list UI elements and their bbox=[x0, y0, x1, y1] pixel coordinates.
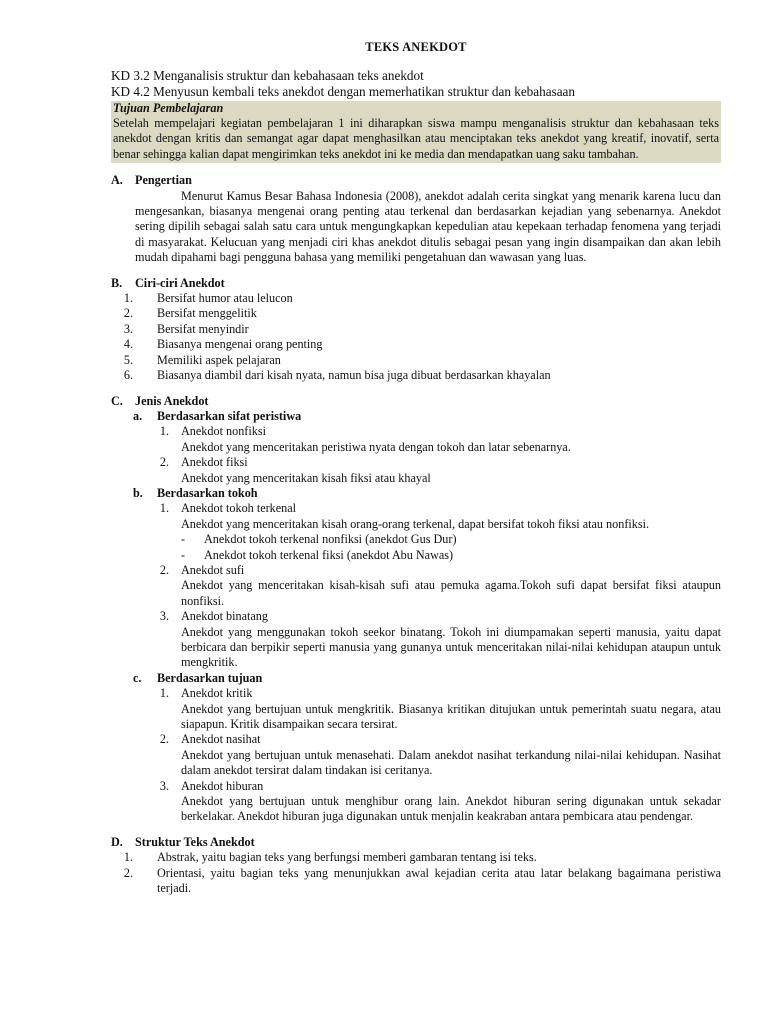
item-text: Bersifat menggelitik bbox=[157, 306, 257, 321]
item-description: Anekdot yang bertujuan untuk menghibur orang lain. Anekdot hiburan sering digunakan untuk sekadar berkelakar. Anekdot hiburan juga digunakan untuk menjalin keakraban antara pembicara atau pendengar. bbox=[181, 794, 721, 824]
item-description: Anekdot yang menceritakan peristiwa nyata dengan tokoh dan latar sebenarnya. bbox=[181, 439, 571, 454]
list-item bbox=[111, 866, 721, 897]
item-number: 5. bbox=[123, 352, 133, 367]
item-number: 2. bbox=[159, 455, 169, 470]
kd-3-2: KD 3.2 Menganalisis struktur dan kebahasaan teks anekdot bbox=[111, 68, 424, 84]
section-letter: C. bbox=[111, 393, 123, 408]
list-item: 2. Anekdot sufi bbox=[159, 562, 245, 577]
section-ciri-ciri bbox=[111, 276, 721, 384]
item-number: 6. bbox=[123, 368, 133, 383]
item-title: Anekdot nonfiksi bbox=[181, 424, 266, 439]
item-number: 1. bbox=[159, 424, 169, 439]
section-heading: Ciri-ciri Anekdot bbox=[135, 275, 225, 290]
item-title: Anekdot nasihat bbox=[181, 732, 261, 747]
list-item bbox=[157, 779, 721, 794]
dash-item: - Anekdot tokoh terkenal nonfiksi (anekdot Gus Dur) bbox=[181, 532, 457, 547]
kd-4-2: KD 4.2 Menyusun kembali teks anekdot dengan memerhatikan struktur dan kebahasaan bbox=[111, 84, 575, 99]
list-item bbox=[157, 732, 721, 747]
list-item bbox=[157, 686, 721, 701]
item-number: 1. bbox=[159, 686, 169, 701]
section-heading: Jenis Anekdot bbox=[135, 393, 209, 408]
item-text: Memiliki aspek pelajaran bbox=[157, 352, 281, 367]
item-description: Anekdot yang menceritakan kisah orang-orang terkenal, dapat bersifat tokoh fiksi atau nonfiksi. bbox=[181, 516, 650, 531]
item-description: Anekdot yang menceritakan kisah-kisah sufi atau pemuka agama.Tokoh sufi dapat bersifat fiksi ataupun nonfiksi. bbox=[181, 578, 721, 608]
item-number: 2. bbox=[123, 865, 133, 880]
section-struktur bbox=[111, 835, 721, 897]
item-number: 3. bbox=[159, 778, 169, 793]
subsection-heading: c. Berdasarkan tujuan bbox=[133, 670, 263, 685]
section-heading: Pengertian bbox=[135, 173, 192, 188]
section-letter: A. bbox=[111, 173, 123, 188]
subsection-heading: a. Berdasarkan sifat peristiwa bbox=[133, 408, 302, 423]
learning-goal-box bbox=[111, 101, 721, 164]
item-description: Anekdot yang bertujuan untuk menasehati. Dalam anekdot nasihat terkandung nilai-nilai kehidupan. Nasihat dalam anekdot tersirat dalam tindakan isi ceritanya. bbox=[181, 747, 721, 778]
item-text: Abstrak, yaitu bagian teks yang berfungsi memberi gambaran tentang isi teks. bbox=[157, 850, 537, 865]
item-title: Anekdot fiksi bbox=[181, 455, 248, 470]
item-number: 2. bbox=[159, 732, 169, 747]
item-number: 1. bbox=[123, 291, 133, 306]
list-item bbox=[157, 424, 721, 439]
item-text: Bersifat humor atau lelucon bbox=[157, 291, 293, 306]
item-text: Bersifat menyindir bbox=[157, 321, 249, 336]
section-heading: Struktur Teks Anekdot bbox=[135, 834, 255, 849]
list-item bbox=[111, 291, 721, 306]
list-item bbox=[111, 368, 721, 383]
subsection-heading: b. Berdasarkan tokoh bbox=[133, 485, 258, 500]
page-title: TEKS ANEKDOT bbox=[365, 40, 467, 54]
item-description: Anekdot yang menggunakan tokoh seekor binatang. Tokoh ini diumpamakan seperti manusia, yaitu dapat berbicara dan berpikir seperti manusia yang gunanya untuk menceritakan nilai-nilai kehidupan ataupun untuk mengkritik. bbox=[181, 624, 721, 670]
item-description: Anekdot yang menceritakan kisah fiksi atau khayal bbox=[181, 470, 431, 485]
item-title: Anekdot kritik bbox=[181, 686, 253, 701]
list-item: 1. Anekdot tokoh terkenal bbox=[159, 501, 297, 516]
section-letter: B. bbox=[111, 275, 123, 290]
item-number: 2. bbox=[123, 306, 133, 321]
section-pengertian bbox=[111, 173, 721, 265]
list-item bbox=[111, 353, 721, 368]
list-item bbox=[111, 850, 721, 865]
item-text: Biasanya mengenai orang penting bbox=[157, 337, 323, 352]
list-item: 3. Anekdot binatang bbox=[159, 609, 268, 624]
list-item bbox=[111, 322, 721, 337]
learning-goal-text: Setelah mempelajari kegiatan pembelajaran 1 ini diharapkan siswa mampu menganalisis struktur dan kebahasaan teks anekdot dengan kritis dan semangat agar dapat menghasilkan atau menciptakan teks anekdot yang kreatif, inovatif, serta benar sehingga kalian dapat mengirimkan teks anekdot ini ke media dan mendapatkan uang saku tambahan. bbox=[113, 116, 719, 161]
list-item bbox=[111, 337, 721, 352]
item-number: 3. bbox=[123, 321, 133, 336]
list-item bbox=[157, 455, 721, 470]
item-title: Anekdot hiburan bbox=[181, 778, 264, 793]
dash-item: - Anekdot tokoh terkenal fiksi (anekdot Abu Nawas) bbox=[181, 547, 454, 562]
learning-goal-title: Tujuan Pembelajaran bbox=[113, 100, 224, 115]
list-item bbox=[111, 306, 721, 321]
item-number: 1. bbox=[123, 850, 133, 865]
item-text: Biasanya diambil dari kisah nyata, namun bisa juga dibuat berdasarkan khayalan bbox=[157, 368, 551, 383]
section-letter: D. bbox=[111, 834, 123, 849]
item-text: Orientasi, yaitu bagian teks yang menunjukkan awal kejadian cerita atau latar belakang bagaimana peristiwa terjadi. bbox=[157, 865, 721, 896]
item-number: 4. bbox=[123, 337, 133, 352]
section-jenis bbox=[111, 394, 721, 825]
item-description: Anekdot yang bertujuan untuk mengkritik. Biasanya kritikan ditujukan untuk pemerintah suatu negara, atau siapapun. Kritik disampaikan secara tersirat. bbox=[181, 701, 721, 732]
pengertian-paragraph: Menurut Kamus Besar Bahasa Indonesia (2008), anekdot adalah cerita singkat yang menarik karena lucu dan mengesankan, biasanya mengenai orang penting atau terkenal dan berdasarkan kejadian yang sebenarnya. Anekdot sering dipilih sebagai salah satu cara untuk mengungkapkan kepedulian atau kepekaan terhadap fenomena yang terjadi di masyarakat. Kelucuan yang menjadi ciri khas anekdot ditulis sebagai pesan yang ingin disampaikan dan akan lebih mudah dipahami bagi pengguna bahasa yang memiliki pengetahuan dan wawasan yang luas. bbox=[135, 188, 721, 265]
